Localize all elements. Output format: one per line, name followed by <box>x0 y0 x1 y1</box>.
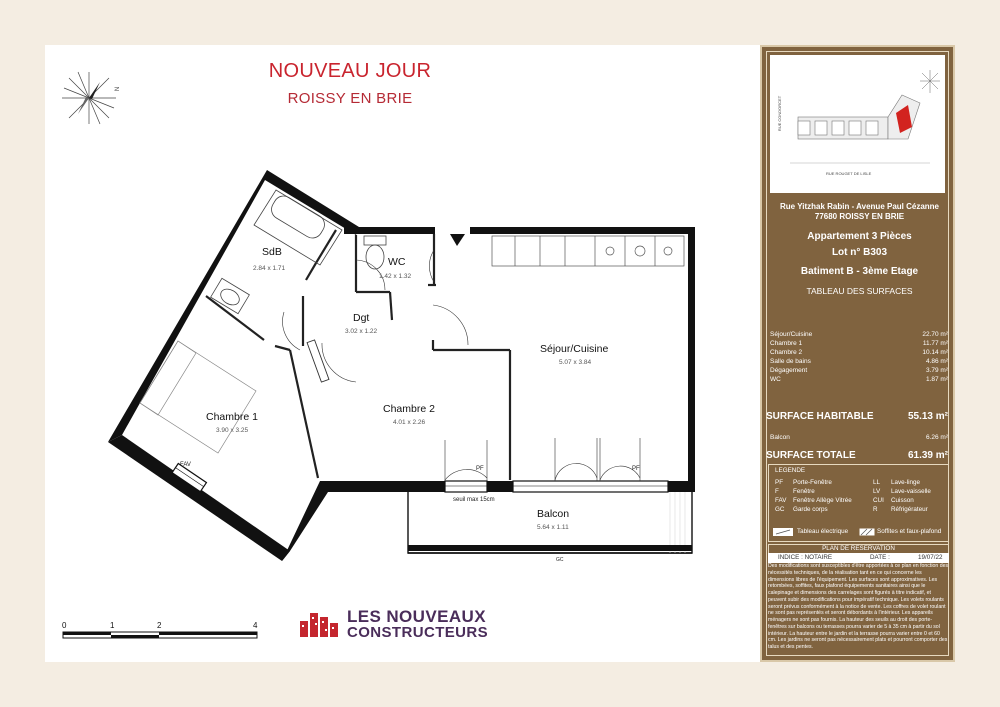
address-line-2: 77680 ROISSY EN BRIE <box>814 212 905 221</box>
project-title: NOUVEAU JOUR <box>268 60 432 82</box>
balcon-row <box>770 434 948 441</box>
surface-habitable-label: SURFACE HABITABLE <box>766 411 874 422</box>
room-dims-sdb: 2.84 x 1.71 <box>253 265 286 272</box>
legend-text: Cuisson <box>891 497 914 504</box>
legend-code: F <box>775 488 779 495</box>
entry-triangle-icon <box>450 234 465 246</box>
soffites-icon <box>859 528 875 536</box>
room-dims-wc: 1.42 x 1.32 <box>379 273 412 280</box>
pf-left-label: PF <box>476 466 484 472</box>
room-name-chambre1: Chambre 1 <box>206 411 258 423</box>
legend-text: Fenêtre <box>793 488 815 495</box>
scale-bar <box>62 630 262 640</box>
surface-row <box>770 367 948 374</box>
pf-right-label: PF <box>632 466 640 472</box>
legend-title: LEGENDE <box>775 467 806 474</box>
room-name-chambre2: Chambre 2 <box>383 403 435 415</box>
wall-bottom-right <box>487 481 513 492</box>
surface-label: WC <box>770 376 781 383</box>
wall-right <box>688 227 695 492</box>
wall-outer-bottom-left <box>108 435 290 561</box>
balcon-label: Balcon <box>770 434 790 441</box>
legend-code: FAV <box>775 497 787 504</box>
surface-row <box>770 349 948 356</box>
surface-label: Séjour/Cuisine <box>770 331 813 338</box>
builder-logo-icon <box>298 609 340 639</box>
room-dims-chambre1: 3.90 x 3.25 <box>216 427 249 434</box>
legend-text: Porte-Fenêtre <box>793 479 832 486</box>
room-name-wc: WC <box>388 256 406 268</box>
wall-outer <box>108 170 359 442</box>
room-name-dgt: Dgt <box>353 312 370 324</box>
legend-text: Fenêtre Allège Vitrée <box>793 497 852 504</box>
keyplan-street-left: RUE CONDORCET <box>777 95 783 132</box>
room-name-balcon: Balcon <box>537 508 570 520</box>
surface-habitable-value: 55.13 m² <box>907 411 948 422</box>
wall-bottom-right2 <box>668 481 695 492</box>
wall-top-right <box>470 227 695 234</box>
room-dims-dgt: 3.02 x 1.22 <box>345 328 378 335</box>
wall-top <box>344 227 435 234</box>
legend-soffites: Soffites et faux-plafond <box>877 528 942 535</box>
surface-row <box>770 358 948 365</box>
surface-value: 11.77 m² <box>922 340 948 347</box>
legend-code: LV <box>873 488 881 495</box>
surface-value: 10.14 m² <box>922 349 948 356</box>
surface-row <box>770 331 948 338</box>
address-line-1: Rue Yitzhak Rabin - Avenue Paul Cézanne <box>780 202 939 211</box>
legend-text: Lave-vaisselle <box>891 488 931 495</box>
surface-label: Dégagement <box>770 367 808 374</box>
logo-line-2: CONSTRUCTEURS <box>347 624 489 641</box>
surface-label: Salle de bains <box>770 358 811 365</box>
legend-code: PF <box>775 479 784 486</box>
surface-value: 4.86 m² <box>925 358 948 365</box>
plan-reservation-label: PLAN DE RESERVATION <box>822 545 895 552</box>
legend-box <box>768 464 949 542</box>
date-label: DATE : <box>870 554 890 561</box>
scale-tick-1: 1 <box>110 621 115 630</box>
legend-code: GC <box>775 506 785 513</box>
legend-tableau-electrique: Tableau électrique <box>797 528 849 535</box>
legend-text: Réfrigérateur <box>891 506 928 513</box>
room-name-sejour: Séjour/Cuisine <box>540 343 609 355</box>
info-panel <box>760 45 955 662</box>
lot-number: Lot n° B303 <box>831 247 888 258</box>
apartment-type: Appartement 3 Pièces <box>807 231 912 242</box>
surface-value: 22.70 m² <box>922 331 948 338</box>
surface-row <box>770 340 948 347</box>
surface-value: 3.79 m² <box>925 367 948 374</box>
keyplan-street-bottom: RUE ROUGET DE LISLE <box>826 171 872 176</box>
seuil-label: seuil max 15cm <box>453 497 495 503</box>
room-dims-balcon: 5.64 x 1.11 <box>537 524 569 531</box>
compass-north-label: N <box>115 86 122 92</box>
date-value: 19/07/22 <box>918 554 943 561</box>
legend-code: LL <box>873 479 881 486</box>
balcon-value: 6.26 m² <box>925 434 948 441</box>
surface-totale-row <box>766 450 952 461</box>
key-plan <box>770 55 945 193</box>
scale-tick-2: 2 <box>157 621 162 630</box>
surface-habitable-row <box>766 411 952 422</box>
surface-label: Chambre 1 <box>770 340 803 347</box>
scale-tick-0: 0 <box>62 621 67 630</box>
fav-label: FAV <box>180 462 191 468</box>
surface-value: 1.87 m² <box>925 376 948 383</box>
gc-label: GC <box>556 557 564 563</box>
disclaimer-notes: Des modifications sont susceptibles d'être apportées à ce plan en fonction des nécessités techniques, de la réalisation tant en ce qui concerne les dimensions libres de l'équipement. Les surfaces sont approximatives. Les retombées, soffites, faux plafond équipements sanitaires ainsi que le calepinage et dimensions des carrelages sont figurés à titre indicatif, et peuvent subir des modifications pour impératif technique. Les volets roulants seront prévus conformément à la notice de vente. Les coffres de volet roulant ne sont pas représentés et seront débordants à l'intérieur. Les appareils ménagers ne sont pas fournis. La hauteur des seuils au droit des porte-fenêtres sur balcons ou terrasses pourra varier de 5 à 35 cm à partir du sol intérieur. La hauteur entre le jardin et la terrasse pourra varier entre 0 et 60 cm. Les jardins ne seront pas nécessairement plats et pourront comporter des talus et des pentes. <box>768 563 949 650</box>
indice-date-bar <box>768 553 949 563</box>
surface-totale-value: 61.39 m² <box>907 450 948 461</box>
legend-code: R <box>873 506 878 513</box>
surface-totale-label: SURFACE TOTALE <box>766 450 856 461</box>
legend-text: Lave-linge <box>891 479 921 486</box>
surface-row <box>770 376 948 383</box>
surfaces-table-title: TABLEAU DES SURFACES <box>806 286 913 296</box>
project-city: ROISSY EN BRIE <box>287 90 413 107</box>
surface-label: Chambre 2 <box>770 349 803 356</box>
indice-label: INDICE : NOTAIRE <box>778 554 833 561</box>
legend-code: CUI <box>873 497 884 504</box>
legend-text: Garde corps <box>793 506 828 513</box>
room-dims-chambre2: 4.01 x 2.26 <box>393 419 426 426</box>
tableau-electrique-icon <box>773 528 793 536</box>
room-name-sdb: SdB <box>262 246 282 258</box>
scale-tick-4: 4 <box>253 621 258 630</box>
room-dims-sejour: 5.07 x 3.84 <box>559 359 592 366</box>
building-floor: Batiment B - 3ème Etage <box>800 266 919 277</box>
logo-line-1: LES NOUVEAUX <box>347 607 486 626</box>
